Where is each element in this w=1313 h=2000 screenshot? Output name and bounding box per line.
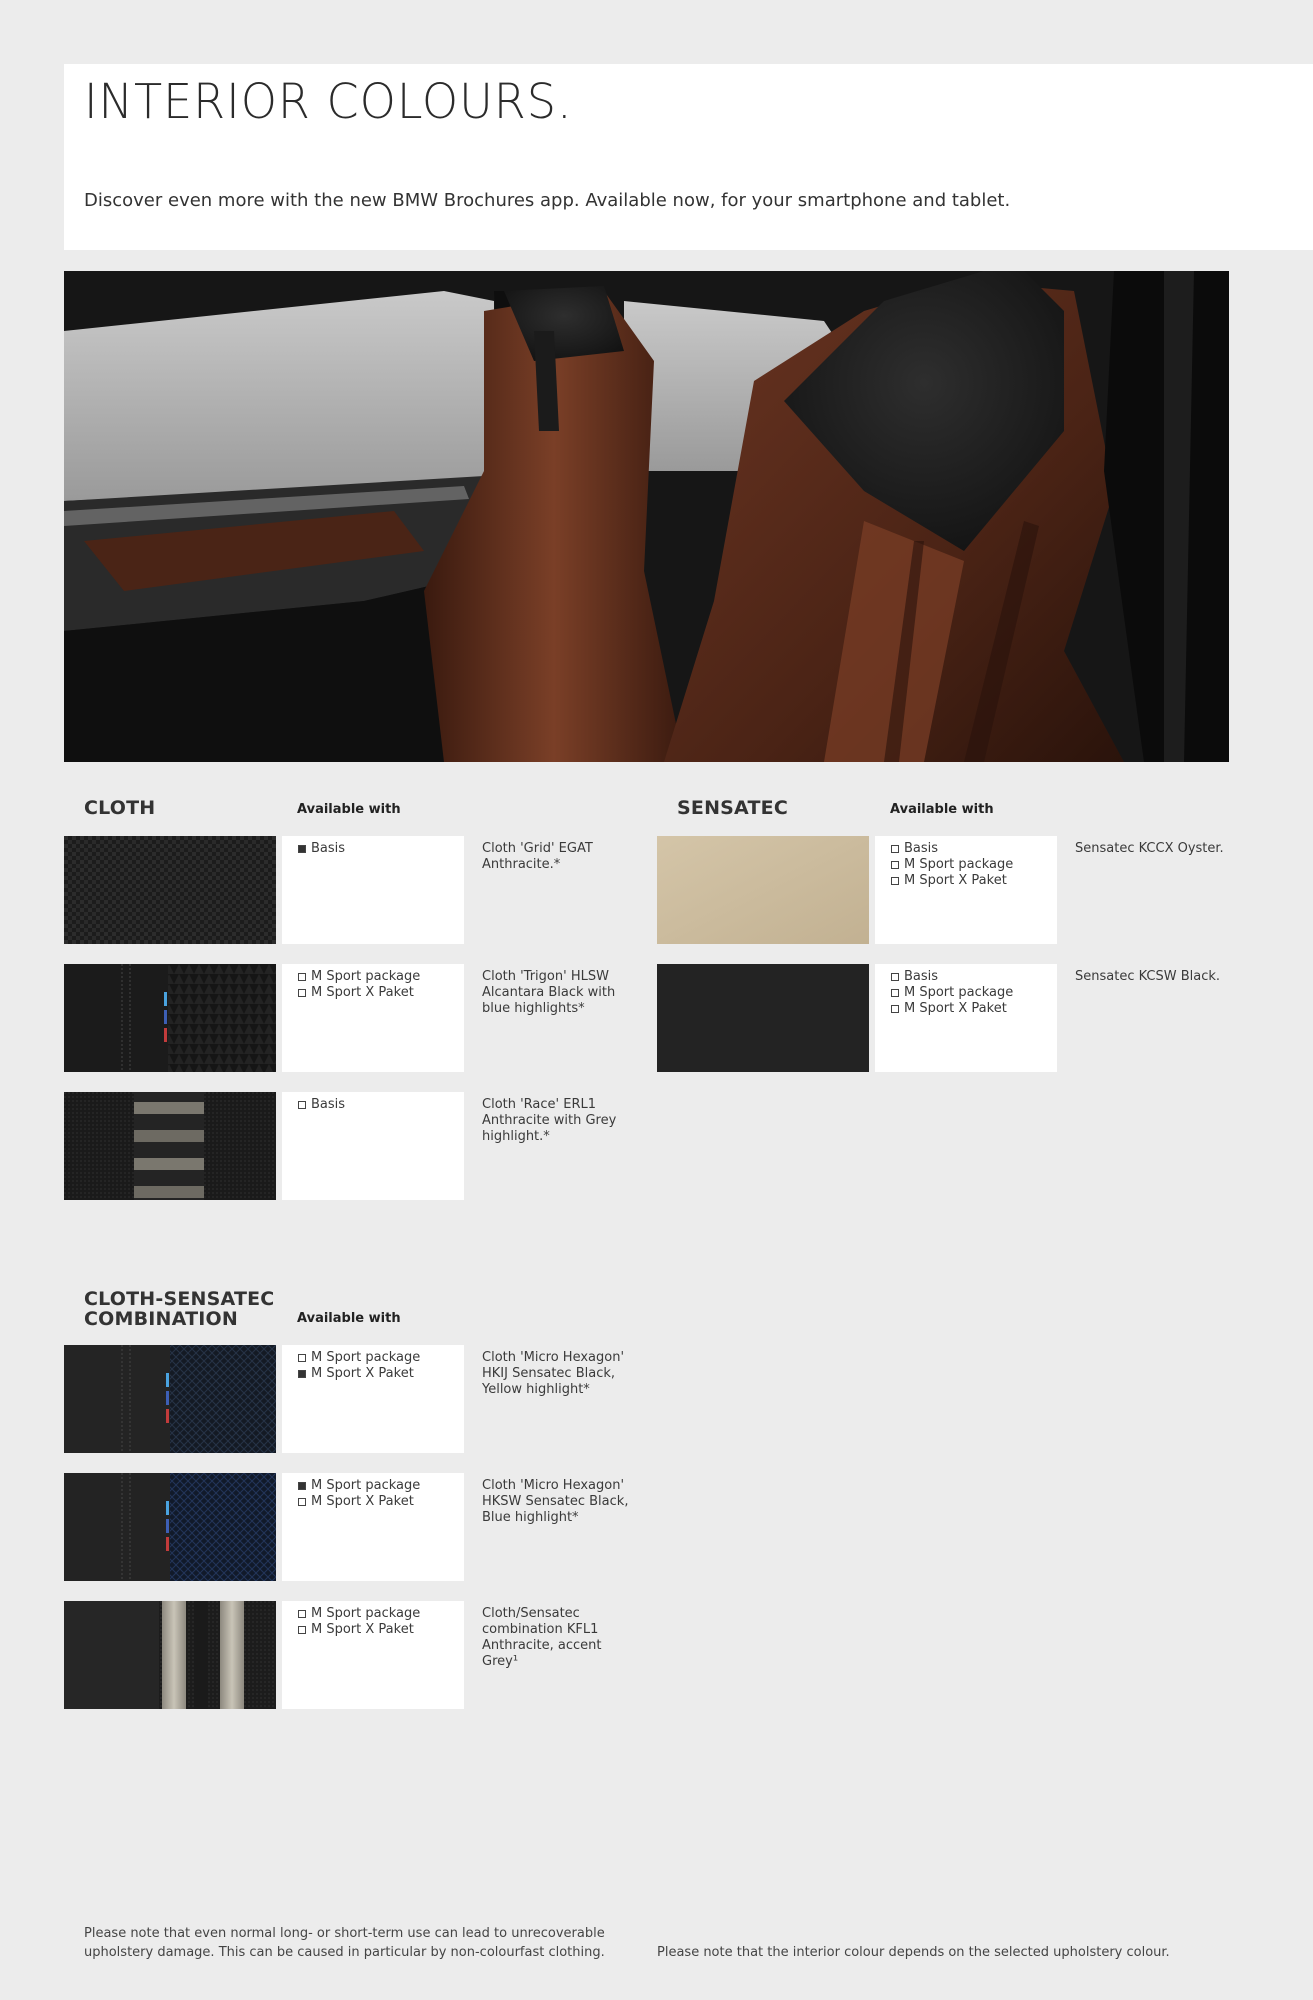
sensatec-available-label: Available with bbox=[890, 802, 994, 817]
swatch-pattern bbox=[64, 1345, 276, 1453]
upholstery-description: Sensatec KCSW Black. bbox=[1075, 969, 1221, 984]
option-item bbox=[891, 857, 1057, 873]
option-label: Basis bbox=[311, 841, 346, 856]
swatch-micro-hexagon-blue bbox=[64, 1473, 276, 1581]
combo-row bbox=[64, 1345, 624, 1453]
footnote-interior-colour: Please note that the interior colour depends on the selected upholstery colour. bbox=[657, 1945, 1170, 1960]
swatch-pattern bbox=[64, 1473, 276, 1581]
option-label: M Sport X Paket bbox=[311, 1366, 414, 1381]
upholstery-description: Cloth/Sensatec combination KFL1 Anthracite, accent Grey¹ bbox=[482, 1606, 602, 1669]
checkbox-empty-icon bbox=[298, 1101, 306, 1109]
swatch-pattern bbox=[657, 836, 869, 944]
availability-box bbox=[282, 1092, 464, 1200]
option-item bbox=[891, 873, 1057, 889]
swatch-micro-hexagon-yellow bbox=[64, 1345, 276, 1453]
upholstery-description: Cloth 'Trigon' HLSW Alcantara Black with blue highlights* bbox=[482, 969, 616, 1016]
checkbox-empty-icon bbox=[891, 861, 899, 869]
availability-box bbox=[875, 964, 1057, 1072]
combo-row bbox=[64, 1473, 629, 1581]
upholstery-description: Cloth 'Grid' EGAT Anthracite.* bbox=[482, 841, 593, 872]
option-item bbox=[891, 985, 1057, 1001]
checkbox-empty-icon bbox=[298, 1354, 306, 1362]
cloth-section-title: CLOTH bbox=[84, 797, 156, 819]
availability-box bbox=[875, 836, 1057, 944]
swatch-pattern bbox=[64, 1601, 276, 1709]
checkbox-empty-icon bbox=[891, 989, 899, 997]
option-label: M Sport X Paket bbox=[311, 1494, 414, 1509]
interior-illustration bbox=[64, 271, 1229, 762]
checkbox-empty-icon bbox=[298, 1626, 306, 1634]
option-label: M Sport package bbox=[311, 1478, 421, 1493]
footnote-line: Please note that even normal long- or short-term use can lead to unrecoverable bbox=[84, 1926, 605, 1941]
availability-box bbox=[282, 1345, 464, 1453]
option-item bbox=[298, 1622, 464, 1638]
checkbox-empty-icon bbox=[298, 1610, 306, 1618]
cloth-row bbox=[64, 1092, 624, 1200]
sensatec-section-title: SENSATEC bbox=[677, 797, 788, 819]
checkbox-filled-icon bbox=[298, 1482, 306, 1490]
sensatec-row bbox=[657, 836, 1224, 944]
checkbox-empty-icon bbox=[891, 877, 899, 885]
checkbox-empty-icon bbox=[298, 989, 306, 997]
option-item bbox=[298, 1350, 464, 1366]
option-item bbox=[298, 1366, 464, 1382]
combo-available-label: Available with bbox=[297, 1311, 401, 1326]
checkbox-empty-icon bbox=[891, 973, 899, 981]
swatch-pattern bbox=[64, 964, 276, 1072]
option-label: M Sport X Paket bbox=[311, 1622, 414, 1637]
checkbox-filled-icon bbox=[298, 1370, 306, 1378]
combo-section-title bbox=[84, 1289, 274, 1329]
option-label: M Sport package bbox=[311, 969, 421, 984]
option-label: Basis bbox=[904, 841, 939, 856]
option-label: M Sport X Paket bbox=[904, 1001, 1007, 1016]
option-item bbox=[298, 985, 464, 1001]
upholstery-description: Sensatec KCCX Oyster. bbox=[1075, 841, 1224, 856]
swatch-cloth-trigon-alcantara bbox=[64, 964, 276, 1072]
upholstery-description: Cloth 'Race' ERL1 Anthracite with Grey highlight.* bbox=[482, 1097, 617, 1144]
swatch-cloth-race-anthracite-grey bbox=[64, 1092, 276, 1200]
checkbox-empty-icon bbox=[891, 845, 899, 853]
option-item bbox=[891, 969, 1057, 985]
availability-box bbox=[282, 964, 464, 1072]
availability-box bbox=[282, 1601, 464, 1709]
availability-box bbox=[282, 836, 464, 944]
option-label: M Sport X Paket bbox=[904, 873, 1007, 888]
swatch-kfl1-anthracite-grey bbox=[64, 1601, 276, 1709]
option-item bbox=[891, 841, 1057, 857]
option-item bbox=[298, 969, 464, 985]
checkbox-empty-icon bbox=[298, 1498, 306, 1506]
swatch-pattern bbox=[64, 1092, 276, 1200]
option-item bbox=[298, 1097, 464, 1113]
sensatec-row bbox=[657, 964, 1221, 1072]
swatch-sensatec-black bbox=[657, 964, 869, 1072]
option-label: M Sport package bbox=[311, 1350, 421, 1365]
combo-row bbox=[64, 1601, 624, 1709]
option-label: M Sport X Paket bbox=[311, 985, 414, 1000]
option-item bbox=[298, 1478, 464, 1494]
swatch-cloth-grid-anthracite bbox=[64, 836, 276, 944]
cloth-row bbox=[64, 964, 624, 1072]
checkbox-filled-icon bbox=[298, 845, 306, 853]
swatch-pattern bbox=[657, 964, 869, 1072]
upholstery-description: Cloth 'Micro Hexagon' HKSW Sensatec Black, Blue highlight* bbox=[482, 1478, 629, 1525]
option-label: Basis bbox=[904, 969, 939, 984]
cloth-available-label: Available with bbox=[297, 802, 401, 817]
option-item bbox=[298, 1606, 464, 1622]
footnote-upholstery-damage bbox=[84, 1924, 605, 1962]
option-label: Basis bbox=[311, 1097, 346, 1112]
page-subtitle: Discover even more with the new BMW Brochures app. Available now, for your smartphone and tablet. bbox=[84, 190, 1011, 211]
option-item bbox=[298, 841, 464, 857]
availability-box bbox=[282, 1473, 464, 1581]
hero-interior-image bbox=[64, 271, 1229, 762]
footnote-line: upholstery damage. This can be caused in particular by non-colourfast clothing. bbox=[84, 1945, 605, 1960]
page-title: INTERIOR COLOURS. bbox=[84, 74, 573, 130]
option-item bbox=[891, 1001, 1057, 1017]
checkbox-empty-icon bbox=[298, 973, 306, 981]
option-label: M Sport package bbox=[904, 985, 1014, 1000]
cloth-row bbox=[64, 836, 624, 944]
option-item bbox=[298, 1494, 464, 1510]
upholstery-description: Cloth 'Micro Hexagon' HKIJ Sensatec Black, Yellow highlight* bbox=[482, 1350, 625, 1397]
combo-title-line1: CLOTH-SENSATEC bbox=[84, 1288, 275, 1310]
combo-title-line2: COMBINATION bbox=[84, 1308, 238, 1330]
swatch-sensatec-oyster bbox=[657, 836, 869, 944]
option-label: M Sport package bbox=[311, 1606, 421, 1621]
option-label: M Sport package bbox=[904, 857, 1014, 872]
swatch-pattern bbox=[64, 836, 276, 944]
checkbox-empty-icon bbox=[891, 1005, 899, 1013]
header-card bbox=[64, 64, 1313, 250]
